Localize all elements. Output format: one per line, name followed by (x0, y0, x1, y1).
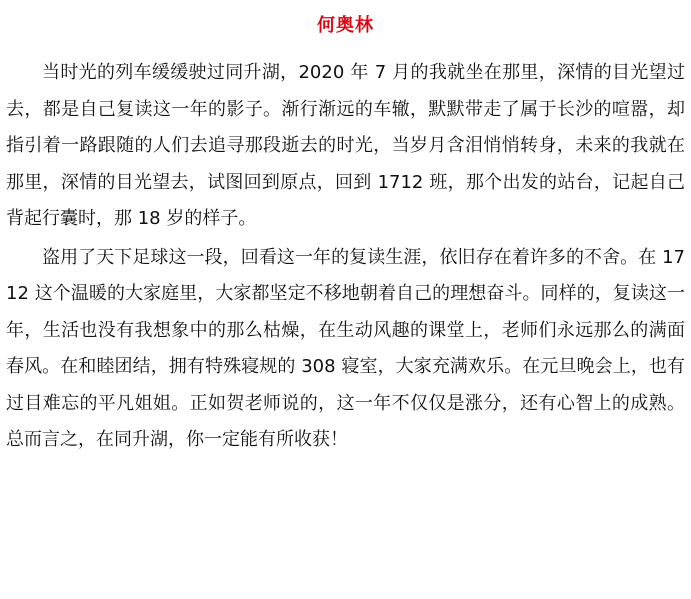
paragraph-1: 当时光的列车缓缓驶过同升湖，2020 年 7 月的我就坐在那里，深情的目光望过去，都是自己复读这一年的影子。渐行渐远的车辙，默默带走了属于长沙的喧嚣，却指引着一路跟随的人们去追寻那段逝去的时光，当岁月含泪悄悄转身，未来的我就在那里，深情的目光望去，试图回到原点，回到 1712 班，那个出发的站台，记起自己背起行囊时，那 18 岁的样子。 (6, 62, 685, 229)
paragraph-2: 盗用了天下足球这一段，回看这一年的复读生涯，依旧存在着许多的不舍。在 1712 这个温暖的大家庭里，大家都坚定不移地朝着自己的理想奋斗。同样的，复读这一年，生活也没有我想象中的那么枯燥，在生动风趣的课堂上，老师们永远那么的满面春风。在和睦团结，拥有特殊寝规的 308 寝室，大家充满欢乐。在元旦晚会上，也有过目难忘的平凡姐姐。正如贺老师说的，这一年不仅仅是涨分，还有心智上的成熟。总而言之，在同升湖，你一定能有所收获！ (6, 246, 685, 450)
document-title: 何奥林 (317, 15, 374, 36)
